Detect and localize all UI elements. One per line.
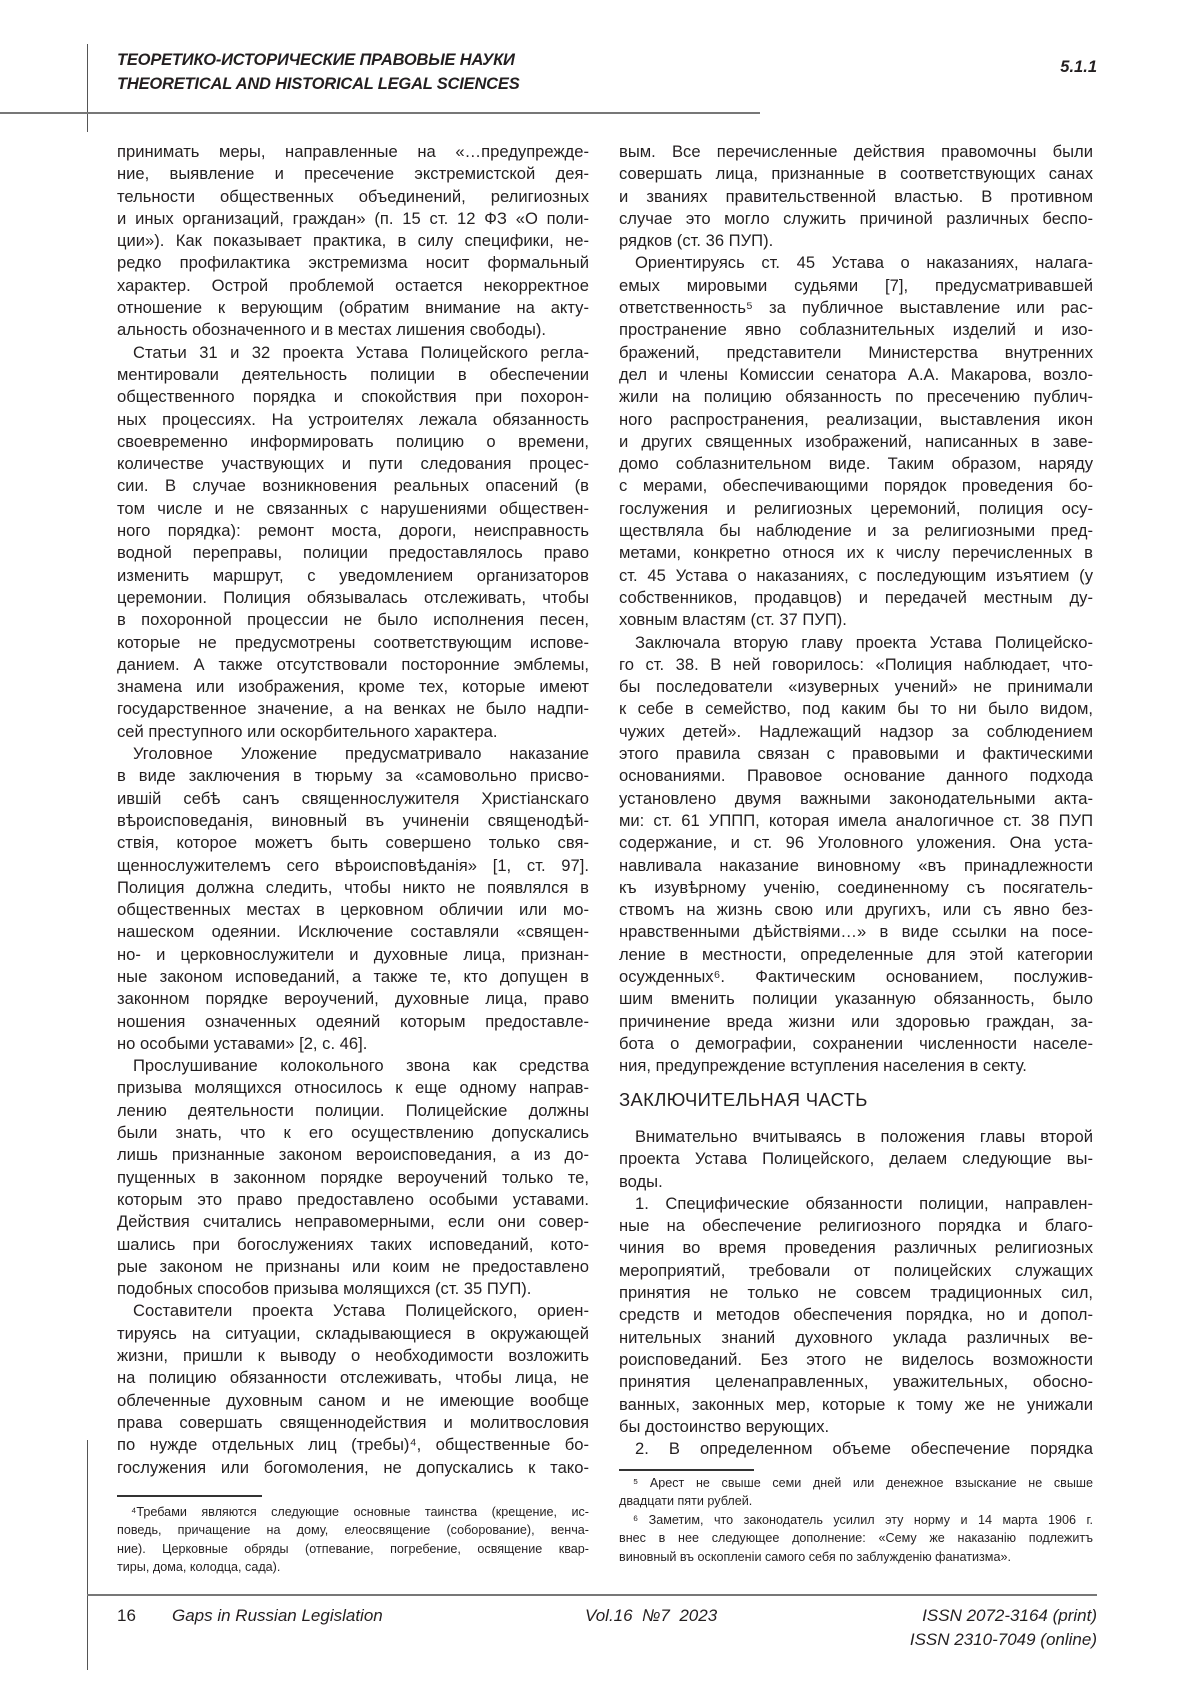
text-line: Уголовное Уложение предусматривало наказание: [117, 743, 589, 765]
header-title-ru: ТЕОРЕТИКО-ИСТОРИЧЕСКИЕ ПРАВОВЫЕ НАУКИ: [117, 48, 520, 72]
text-line: водной переправы, полиции предоставлялось право: [117, 542, 589, 564]
text-line: ст. 45 Устава о наказаниях, с последующим изъятием (у: [619, 565, 1093, 587]
text-line: тельности общественных объединений, религиозных: [117, 186, 589, 208]
header-rule: [0, 112, 760, 114]
text-line: содержание, и ст. 96 Уголовного уложения. Она уста-: [619, 832, 1093, 854]
text-line: ⁶ Заметим, что законодатель усилил эту норму и 14 марта 1906 г.: [619, 1511, 1093, 1529]
text-line: Прослушивание колокольного звона как средства: [117, 1055, 589, 1077]
text-line: вым. Все перечисленные действия правомочны были: [619, 141, 1093, 163]
text-line: ⁴Требами являются следующие основные таинства (крещение, ис-: [117, 1503, 589, 1521]
text-line: Внимательно вчитываясь в положения главы второй: [619, 1126, 1093, 1148]
text-line: чужих детей». Надлежащий надзор за соблюдением: [619, 721, 1093, 743]
text-line: бы достоинство верующих.: [619, 1416, 1093, 1438]
journal-name: Gaps in Russian Legislation: [172, 1606, 383, 1626]
text-line: принятия не только не совсем традиционных сил,: [619, 1282, 1093, 1304]
text-line: общественных местах в церковном обличии или мо-: [117, 899, 589, 921]
text-line: жизни, пришли к выводу о необходимости возложить: [117, 1345, 589, 1367]
text-line: на полицию обязанности отслеживать, чтобы лица, не: [117, 1367, 589, 1389]
text-line: альность обозначенного и в местах лишения свободы).: [117, 319, 589, 341]
text-line: с мерами, обеспечивающими порядок проведения бо-: [619, 475, 1093, 497]
text-line: ствомъ на жизнь свою или другихъ, или съ явно без-: [619, 899, 1093, 921]
page-number: 16: [117, 1606, 136, 1626]
text-line: были знать, что к его осуществлению допускались: [117, 1122, 589, 1144]
text-line: ние). Церковные обряды (отпевание, погребение, освящение квар-: [117, 1540, 589, 1558]
text-line: редко профилактика экстремизма носит формальный: [117, 252, 589, 274]
text-line: внес в нее следующее дополнение: «Сему же наказанію подлежитъ: [619, 1529, 1093, 1547]
text-line: шим вменить полиции указанную обязанность, было: [619, 988, 1093, 1010]
text-line: лению деятельности полиции. Полицейские должны: [117, 1100, 589, 1122]
text-line: ховным властям (ст. 37 ПУП).: [619, 609, 1093, 631]
text-line: Полиция должна следить, чтобы никто не появлялся в: [117, 877, 589, 899]
text-line: которые не предусмотрены соответствующим испове-: [117, 632, 589, 654]
right-column-bottom: [619, 1126, 1093, 1460]
paragraph: [117, 1300, 589, 1478]
text-line: виновный въ оскопленіи самого себя по заблужденію фанатизма».: [619, 1548, 1093, 1566]
text-line: но- и церковнослужители и духовные лица, признан-: [117, 944, 589, 966]
text-line: своевременно информировать полицию о времени,: [117, 431, 589, 453]
paragraph: [117, 141, 589, 342]
text-line: ление в местности, определенные для этой категории: [619, 944, 1093, 966]
text-line: ного порядка): ремонт моста, дороги, неисправность: [117, 520, 589, 542]
text-line: количестве участвующих и пути следования процес-: [117, 453, 589, 475]
text-line: бы последователи «изуверных учений» не принимали: [619, 676, 1093, 698]
paragraph: [619, 252, 1093, 631]
text-line: совершать лица, признанные в соответствующих санах: [619, 163, 1093, 185]
text-line: знамена или изображения, кроме тех, которые имеют: [117, 676, 589, 698]
text-line: общественного порядка и спокойствия при похорон-: [117, 386, 589, 408]
footnote: [117, 1503, 589, 1577]
text-line: ния, предупреждение вступления населения в секту.: [619, 1055, 1093, 1077]
paragraph: [619, 141, 1093, 252]
text-line: ции»). Как показывает практика, в силу специфики, не-: [117, 230, 589, 252]
issn-print: ISSN 2072-3164 (print): [922, 1606, 1097, 1626]
text-line: государственное значение, а на венках не было надпи-: [117, 698, 589, 720]
text-line: ные на обеспечение религиозного порядка и благо-: [619, 1215, 1093, 1237]
text-line: навливала наказание виновному «въ принадлежности: [619, 855, 1093, 877]
text-line: ных процессиях. На устроителях лежала обязанность: [117, 409, 589, 431]
running-header: [117, 48, 520, 96]
text-line: том числе и не связанных с нарушениями обществен-: [117, 498, 589, 520]
footnote: [619, 1474, 1093, 1511]
paragraph: [117, 743, 589, 1055]
text-line: жили на полицию обязанность по пресечению публич-: [619, 386, 1093, 408]
text-line: принятия целенаправленных, уважительных, обосно-: [619, 1371, 1093, 1393]
text-line: тируясь на ситуации, складывающиеся в окружающей: [117, 1323, 589, 1345]
text-line: мероприятий, требовали от полицейских служащих: [619, 1260, 1093, 1282]
text-line: изменить маршрут, с уведомлением организаторов: [117, 565, 589, 587]
text-line: облеченные духовным саном и не имеющие вообще: [117, 1390, 589, 1412]
text-line: 1. Специфические обязанности полиции, направлен-: [619, 1193, 1093, 1215]
text-line: и других священных изображений, написанных в заве-: [619, 431, 1093, 453]
text-line: ные законом исповеданий, а также те, кто допущен в: [117, 966, 589, 988]
left-column: [117, 141, 589, 1479]
text-line: но особыми уставами» [2, с. 46].: [117, 1033, 589, 1055]
text-line: шались при богослужениях таких исповеданий, кото-: [117, 1234, 589, 1256]
text-line: этого правила связан с правовыми и фактическими: [619, 743, 1093, 765]
text-line: подобных способов призыва молящихся (ст. 35 ПУП).: [117, 1278, 589, 1300]
text-line: ми: ст. 61 УППП, которая имела аналогичное ст. 38 ПУП: [619, 810, 1093, 832]
text-line: поведь, причащение на дому, елеосвящение (соборование), венча-: [117, 1521, 589, 1539]
text-line: ⁵ Арест не свыше семи дней или денежное взыскание не свыше: [619, 1474, 1093, 1492]
text-line: рые законом не признаны или коим не предоставлено: [117, 1256, 589, 1278]
header-vertical-rule: [87, 44, 88, 132]
paragraph: [117, 342, 589, 743]
text-line: емых мировыми судьями [7], предусматривавшей: [619, 275, 1093, 297]
text-line: нравственными дѣйствіями…» в виде ссылки на посе-: [619, 921, 1093, 943]
text-line: к себе в семейство, под каким бы то ни было видом,: [619, 698, 1093, 720]
text-line: и званиях правительственной властью. В противном: [619, 186, 1093, 208]
text-line: ного распространения, реализации, выставления икон: [619, 409, 1093, 431]
footnote: [619, 1511, 1093, 1566]
text-line: Ориентируясь ст. 45 Устава о наказаниях, налага-: [619, 252, 1093, 274]
text-line: церемонии. Полиция обязывалась отслеживать, чтобы: [117, 587, 589, 609]
text-line: дел и члены Комиссии сенатора А.А. Макарова, возло-: [619, 364, 1093, 386]
text-line: Действия считались неправомерными, если они совер-: [117, 1211, 589, 1233]
footnote-rule-left: [117, 1495, 262, 1497]
text-line: къ изувѣрному ученію, соединенному съ посягатель-: [619, 877, 1093, 899]
text-line: рядков (ст. 36 ПУП).: [619, 230, 1093, 252]
paragraph: [619, 1193, 1093, 1438]
text-line: бражений, представители Министерства внутренних: [619, 342, 1093, 364]
text-line: данием. А также отсутствовали посторонние эмблемы,: [117, 654, 589, 676]
text-line: Заключала вторую главу проекта Устава Полицейско-: [619, 632, 1093, 654]
text-line: двадцати пяти рублей.: [619, 1492, 1093, 1510]
text-line: воды.: [619, 1171, 1093, 1193]
text-line: принимать меры, направленные на «…предупрежде-: [117, 141, 589, 163]
text-line: и иных организаций, граждан» (п. 15 ст. 12 ФЗ «О поли-: [117, 208, 589, 230]
text-line: случае это могло служить причиной различных беспо-: [619, 208, 1093, 230]
text-line: ившій себѣ санъ священнослужителя Христіанскаго: [117, 788, 589, 810]
text-line: бота о демографии, сохранении численности населе-: [619, 1033, 1093, 1055]
text-line: домо соблазнительном виде. Таким образом, наряду: [619, 453, 1093, 475]
text-line: ношения означенных одеяний которым предоставле-: [117, 1011, 589, 1033]
text-line: которым это право предоставлено особыми уставами.: [117, 1189, 589, 1211]
text-line: ответственность⁵ за публичное выставление или рас-: [619, 297, 1093, 319]
text-line: пространение явно соблазнительных изделий и изо-: [619, 319, 1093, 341]
footnotes-left: [117, 1503, 589, 1577]
header-title-en: THEORETICAL AND HISTORICAL LEGAL SCIENCES: [117, 72, 520, 96]
text-line: основаниями. Правовое основание данного подхода: [619, 765, 1093, 787]
text-line: ванных, законных мер, которые к тому же не унижали: [619, 1394, 1093, 1416]
paragraph: [619, 632, 1093, 1078]
text-line: по нужде отдельных лиц (требы)⁴, общественные бо-: [117, 1434, 589, 1456]
issn-online: ISSN 2310-7049 (online): [910, 1630, 1097, 1650]
footer-vertical-rule: [87, 1440, 88, 1670]
text-line: сии. В случае возникновения реальных опасений (в: [117, 475, 589, 497]
paragraph: [619, 1438, 1093, 1460]
paragraph: [619, 1126, 1093, 1193]
text-line: проекта Устава Полицейского, делаем следующие вы-: [619, 1148, 1093, 1170]
text-line: пущенных в законном порядке вероучений только те,: [117, 1167, 589, 1189]
text-line: роисповеданий. Без этого не виделось возможности: [619, 1349, 1093, 1371]
text-line: характер. Острой проблемой остается некорректное: [117, 275, 589, 297]
text-line: законном порядке вероучений, духовные лица, право: [117, 988, 589, 1010]
text-line: чиния во время проведения различных религиозных: [619, 1237, 1093, 1259]
text-line: лишь признанные законом вероисповедания, а из до-: [117, 1144, 589, 1166]
text-line: Составители проекта Устава Полицейского, ориен-: [117, 1300, 589, 1322]
section-heading: ЗАКЛЮЧИТЕЛЬНАЯ ЧАСТЬ: [619, 1089, 868, 1111]
text-line: метами, конкретно относя их к числу перечисленных в: [619, 542, 1093, 564]
text-line: в виде заключения в тюрьму за «самовольно присво-: [117, 765, 589, 787]
text-line: осужденных⁶. Фактическим основанием, послужив-: [619, 966, 1093, 988]
text-line: установлено двумя важными законодательными акта-: [619, 788, 1093, 810]
text-line: в похоронной процессии не было исполнения песен,: [117, 609, 589, 631]
text-line: гослужения и религиозных церемоний, полиция осу-: [619, 498, 1093, 520]
volume-issue: Vol.16 №7 2023: [585, 1606, 717, 1626]
text-line: ние, выявление и пресечение экстремистской дея-: [117, 163, 589, 185]
text-line: го ст. 38. В ней говорилось: «Полиция наблюдает, что-: [619, 654, 1093, 676]
footnotes-right: [619, 1474, 1093, 1566]
footer-rule: [87, 1594, 1097, 1596]
text-line: причинение вреда жизни или здоровью граждан, за-: [619, 1011, 1093, 1033]
right-column-top: [619, 141, 1093, 1077]
footnote-rule-right: [619, 1469, 754, 1471]
text-line: 2. В определенном объеме обеспечение порядка: [619, 1438, 1093, 1460]
text-line: сей преступного или оскорбительного характера.: [117, 721, 589, 743]
text-line: отношение к верующим (обратим внимание на акту-: [117, 297, 589, 319]
text-line: ствія, которое можетъ быть совершено только свя-: [117, 832, 589, 854]
text-line: щеннослужителемъ сего вѣроисповѣданія» [1, ст. 97].: [117, 855, 589, 877]
text-line: Статьи 31 и 32 проекта Устава Полицейского регла-: [117, 342, 589, 364]
text-line: гослужения или богомоления, не допускались к тако-: [117, 1457, 589, 1479]
text-line: призыва молящихся относилось к еще одному направ-: [117, 1077, 589, 1099]
text-line: собственников, продавцов) и передачей местным ду-: [619, 587, 1093, 609]
text-line: тиры, дома, колодца, сада).: [117, 1558, 589, 1576]
text-line: ментировали деятельность полиции в обеспечении: [117, 364, 589, 386]
text-line: нительных знаний духовного уклада различных ве-: [619, 1327, 1093, 1349]
text-line: нашеском одеянии. Исключение составляли «священ-: [117, 921, 589, 943]
text-line: вѣроисповеданія, виновный въ учиненіи священодѣй-: [117, 810, 589, 832]
text-line: права совершать священнодействия и молитвословия: [117, 1412, 589, 1434]
text-line: ществляла бы наблюдение и за религиозными пред-: [619, 520, 1093, 542]
text-line: средств и методов обеспечения порядка, но и допол-: [619, 1304, 1093, 1326]
section-code: 5.1.1: [1060, 58, 1097, 77]
paragraph: [117, 1055, 589, 1300]
